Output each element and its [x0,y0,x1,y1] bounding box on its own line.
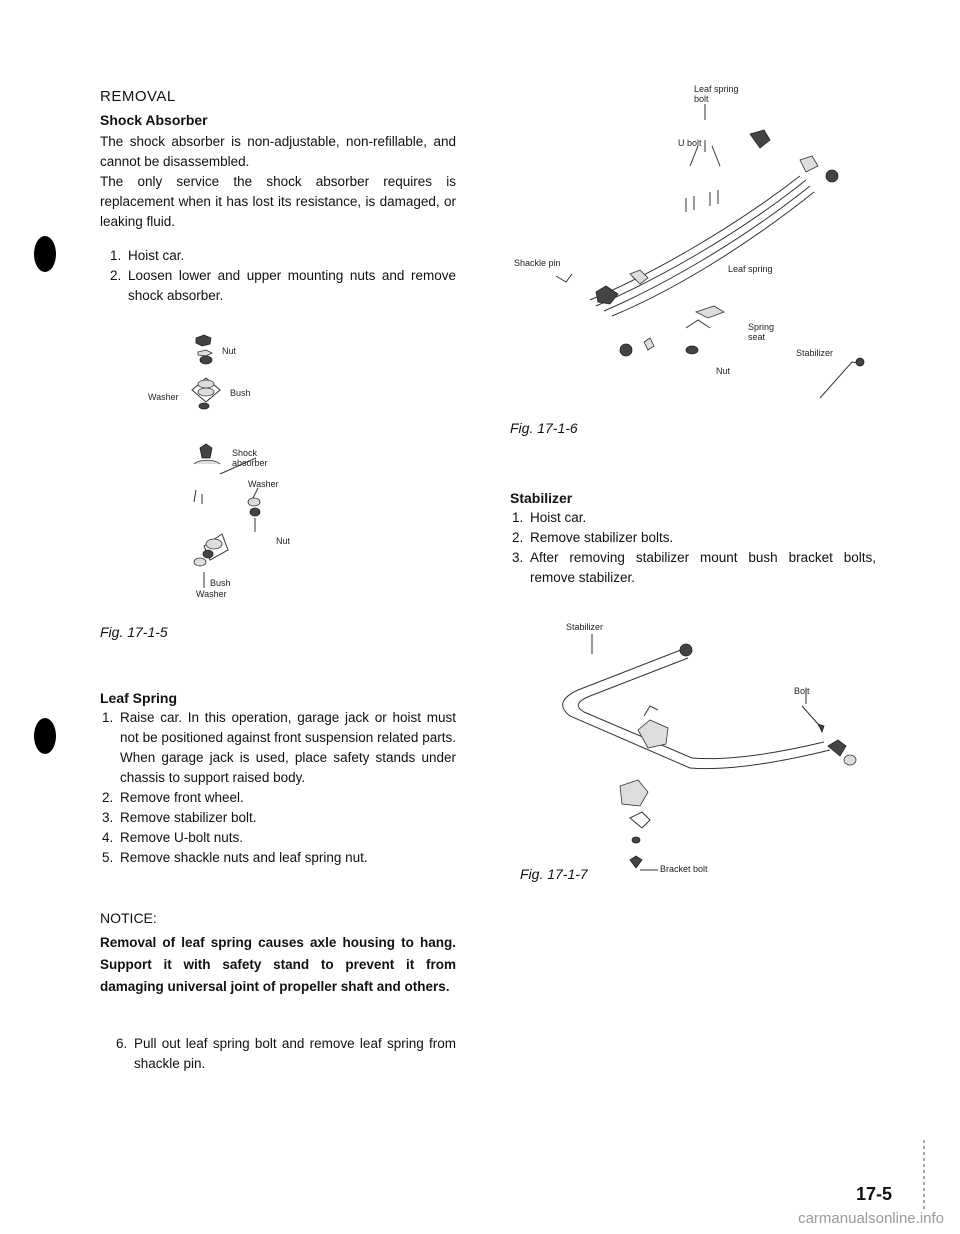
list-item: 5. Remove shackle nuts and leaf spring nut. [102,850,368,865]
label-nut-mid: Nut [276,536,291,546]
list-item: 3. After removing stabilizer mount bush bracket bolts, remove stabilizer. [512,550,876,585]
page-number: 17-5 [855,1184,892,1204]
leaf-spring-step-6 [116,1034,456,1074]
shock-absorber-title: Shock Absorber [100,112,208,128]
shock-paragraph-2: The only service the shock absorber requires is replacement when it has lost its resistance, is damaged, or leaking fluid. [100,174,456,229]
leaf-spring-drawing [500,80,880,420]
list-item: 1. Hoist car. [110,248,185,263]
page-edge-mark [920,1140,930,1210]
label-leaf-spring-bolt-1: Leaf spring [694,84,739,94]
fig-17-1-6-caption: Fig. 17-1-6 [510,420,578,436]
label-shock: Shock [232,448,258,458]
shock-paragraph-1: The shock absorber is non-adjustable, non-refillable, and cannot be disassembled. [100,134,456,169]
list-item: 4. Remove U-bolt nuts. [102,830,244,845]
label-washer-bottom: Washer [196,589,227,599]
label-nut-top: Nut [222,346,237,356]
label-u-bolt: U bolt [678,138,702,148]
shock-parts-drawing [170,330,370,610]
notice-body: Removal of leaf spring causes axle housing to hang. Support it with safety stand to prevent it from damaging universal joint of propeller shaft and others. [100,935,456,994]
binding-hole-mark [34,718,56,754]
leaf-spring-diagram [500,80,880,420]
stabilizer-drawing [540,620,870,880]
label-bracket-bolt: Bracket bolt [660,864,708,874]
list-item: 2. Remove stabilizer bolts. [512,530,674,545]
leaf-spring-section [100,690,456,868]
label-spring-seat-1: Spring [748,322,775,332]
shock-absorber-diagram [148,330,370,610]
label-stabilizer-fig7: Stabilizer [566,622,604,632]
label-spring-seat-2: seat [748,332,766,342]
leaf-spring-steps [100,708,456,868]
shock-absorber-section [100,112,456,306]
label-shackle-pin: Shackle pin [514,258,561,268]
label-absorber: absorber [232,458,268,468]
list-item: 2. Loosen lower and upper mounting nuts and remove shock absorber. [110,268,456,303]
stabilizer-section [510,490,876,588]
label-bush-top: Bush [230,388,251,398]
label-washer-top: Washer [148,392,179,402]
watermark: carmanualsonline.info [798,1210,944,1227]
label-bush-bottom: Bush [210,578,231,588]
label-nut: Nut [716,366,731,376]
notice-title: NOTICE: [100,910,157,926]
label-leaf-spring: Leaf spring [728,264,773,274]
list-item: 1. Hoist car. [512,510,587,525]
list-item: 6. Pull out leaf spring bolt and remove leaf spring from shackle pin. [116,1036,456,1071]
stabilizer-title: Stabilizer [510,490,573,506]
shock-steps [100,246,456,306]
leaf-spring-title: Leaf Spring [100,690,178,706]
binding-hole-mark [34,236,56,272]
label-leaf-spring-bolt-2: bolt [694,94,709,104]
label-bolt: Bolt [794,686,810,696]
list-item: 2. Remove front wheel. [102,790,244,805]
removal-heading: REMOVAL [100,88,176,105]
fig-17-1-7-caption: Fig. 17-1-7 [520,866,588,882]
label-stabilizer: Stabilizer [796,348,834,358]
label-washer-mid: Washer [248,479,279,489]
list-item: 3. Remove stabilizer bolt. [102,810,257,825]
stabilizer-steps [510,508,876,588]
list-item: 1. Raise car. In this operation, garage jack or hoist must not be positioned against front suspension related parts. When garage jack is used, place safety stands under chassis to support raised body. [102,710,456,785]
stabilizer-diagram [540,620,870,880]
fig-17-1-5-caption: Fig. 17-1-5 [100,624,168,640]
